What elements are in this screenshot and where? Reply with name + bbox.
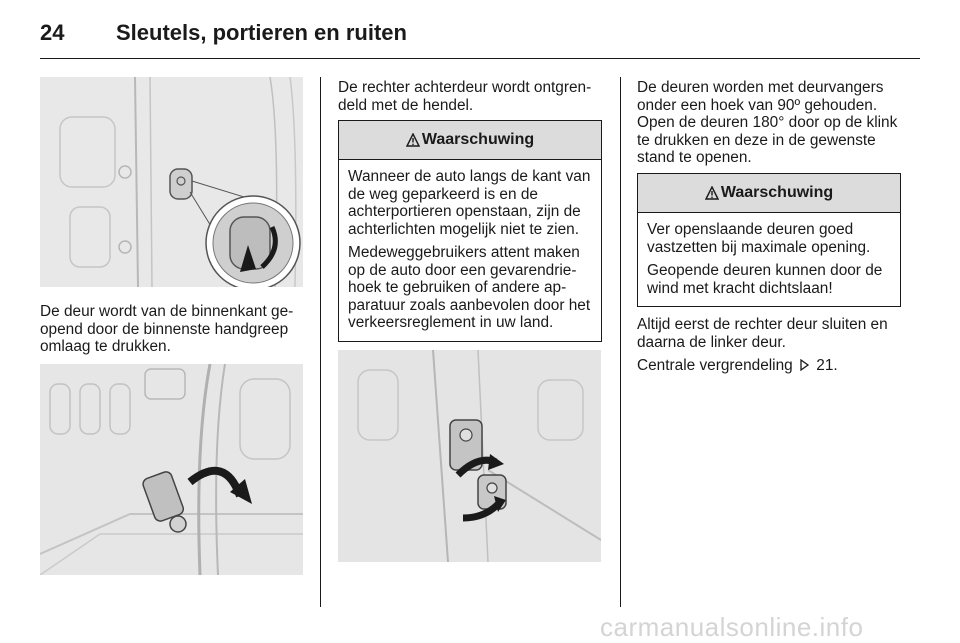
page-reference-icon[interactable] [799,359,810,371]
warning-body [339,160,601,342]
column-divider-2 [620,77,621,607]
column3-text-top [637,79,907,173]
warning-body [638,213,900,307]
crossref-page[interactable]: 21. [816,357,838,374]
page-header [40,16,920,56]
warning-paragraph: Wanneer de auto langs de kant van de weg geparkeerd is en de achterportieren openstaan, zijn de achterlichten mogelijk niet te zien. [348,168,591,238]
paragraph: De deur wordt van de binnenkant ge-opend door de binnenste handgreep omlaag te drukken. [40,303,294,355]
warning-box-2 [637,173,901,307]
page-number: 24 [40,20,65,45]
warning-box-1 [338,120,602,342]
rear-door-lever-illustration [40,364,303,575]
warning-header [638,174,900,213]
warning-triangle-icon [406,133,420,147]
warning-header [339,121,601,160]
watermark-text: carmanualsonline.info [600,612,864,642]
interior-handle-illustration [40,77,303,287]
warning-title: Waarschuwing [720,184,834,201]
paragraph: De rechter achterdeur wordt ontgren-deld met de hendel. [338,79,592,114]
door-check-illustration [338,350,601,562]
warning-paragraph: Ver openslaande deuren goed vastzetten bij maximale opening. [647,221,871,256]
warning-paragraph: Geopende deuren kunnen door de wind met kracht dichtslaan! [647,262,883,297]
column-divider-1 [320,77,321,607]
paragraph: Altijd eerst de rechter deur sluiten en daarna de linker deur. [637,316,888,351]
warning-title: Waarschuwing [421,131,535,148]
column3-text-bottom [637,316,907,381]
column2-text [338,79,604,120]
crossref-line [637,357,907,375]
column1-text [40,303,308,362]
paragraph: De deuren worden met deurvangers onder een hoek van 90º gehouden. Open de deuren 180° door op de klink te drukken en deze in de gewenste stand te openen. [637,79,898,166]
page-title: Sleutels, portieren en ruiten [116,20,407,45]
warning-paragraph: Medeweggebruikers attent maken op de auto door een gevarendrie-hoek te gebruiken of andere ap-paratuur zoals aanbevolen door het verkeersreglement in uw land. [348,244,591,331]
warning-triangle-icon [705,186,719,200]
crossref-label: Centrale vergrendeling [637,357,793,374]
header-divider [40,58,920,59]
